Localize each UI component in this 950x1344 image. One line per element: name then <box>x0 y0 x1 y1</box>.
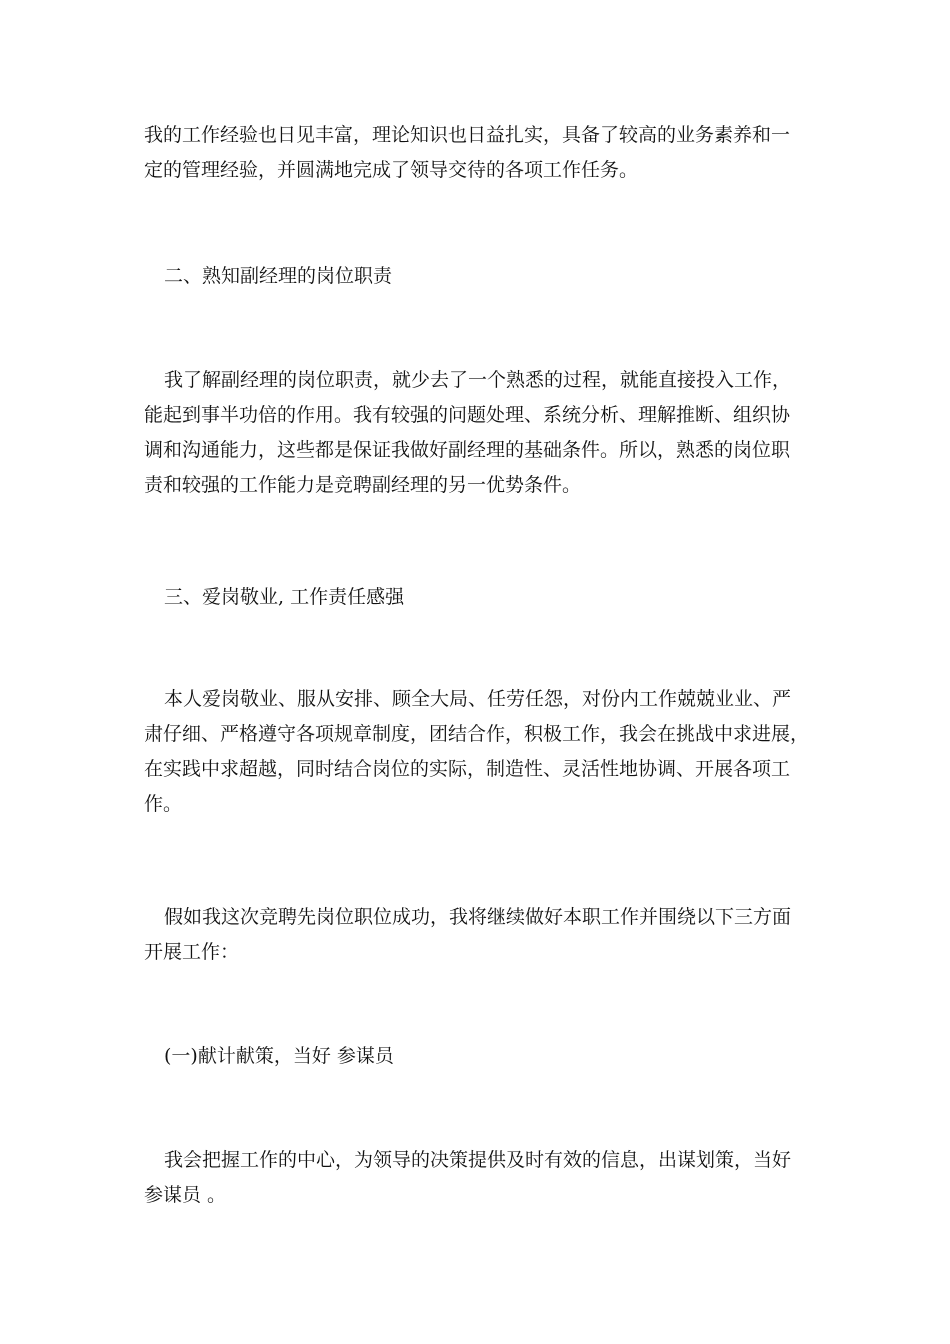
heading-text: 二、熟知副经理的岗位职责 <box>164 265 393 287</box>
text-line: 假如我这次竞聘先岗位职位成功，我将继续做好本职工作并围绕以下三方面 <box>164 906 792 928</box>
text-line: 责和较强的工作能力是竞聘副经理的另一优势条件。 <box>144 474 582 496</box>
heading-section-two <box>144 259 814 294</box>
text-line: 作。 <box>144 793 183 815</box>
text-line: 我了解副经理的岗位职责，就少去了一个熟悉的过程，就能直接投入工作， <box>164 369 792 391</box>
text-line: 我会把握工作的中心，为领导的决策提供及时有效的信息，出谋划策，当好 <box>164 1149 792 1171</box>
text-line: 开展工作： <box>144 941 240 963</box>
paragraph-dedication <box>144 682 814 822</box>
text-line: 定的管理经验，并圆满地完成了领导交待的各项工作任务。 <box>144 159 639 181</box>
text-line: 调和沟通能力，这些都是保证我做好副经理的基础条件。所以，熟悉的岗位职 <box>144 439 791 461</box>
paragraph-work-experience <box>144 118 814 188</box>
heading-text: 三、爱岗敬业, 工作责任感强 <box>164 586 405 608</box>
subheading-text: (一)献计献策，当好 参谋员 <box>164 1045 394 1067</box>
text-line: 本人爱岗敬业、服从安排、顾全大局、任劳任怨，对份内工作兢兢业业、严 <box>164 688 792 710</box>
subheading-advisor <box>144 1039 814 1074</box>
text-line: 能起到事半功倍的作用。我有较强的问题处理、系统分析、理解推断、组织协 <box>144 404 791 426</box>
text-line: 肃仔细、严格遵守各项规章制度，团结合作，积极工作，我会在挑战中求进展， <box>144 723 810 745</box>
paragraph-advisor <box>144 1143 814 1213</box>
text-line: 在实践中求超越，同时结合岗位的实际，制造性、灵活性地协调、开展各项工 <box>144 758 791 780</box>
text-line: 参谋员 。 <box>144 1184 227 1206</box>
paragraph-job-duties <box>144 363 814 503</box>
heading-section-three <box>144 580 814 615</box>
paragraph-plan-intro <box>144 900 814 970</box>
text-line: 我的工作经验也日见丰富，理论知识也日益扎实，具备了较高的业务素养和一 <box>144 124 791 146</box>
